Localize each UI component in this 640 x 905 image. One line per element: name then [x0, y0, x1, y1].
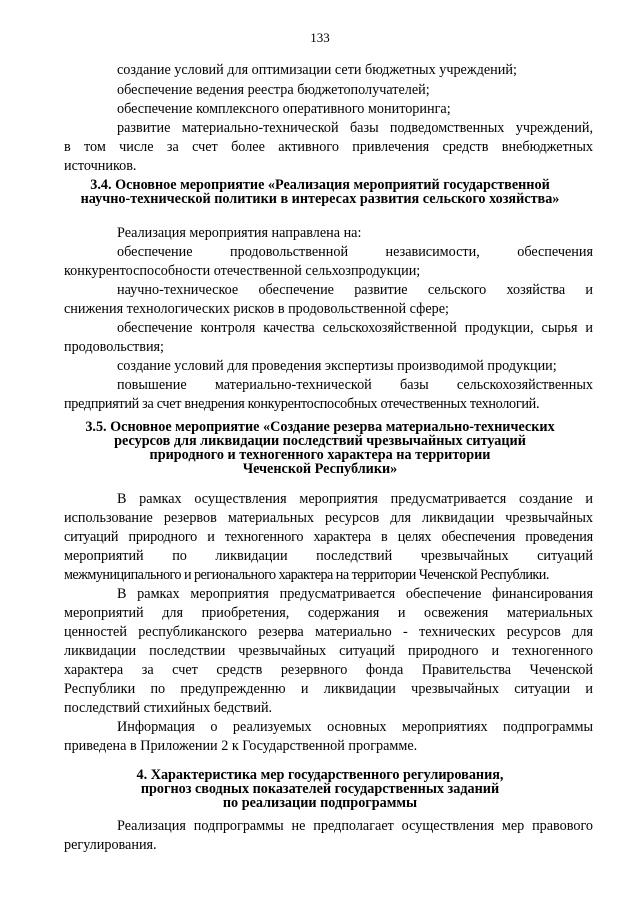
paragraph-line: Республики по предупрежденню и ликвидации чрезвычайных ситуации и [64, 681, 593, 697]
paragraph-line: Реализация мероприятия направлена на: [117, 225, 362, 241]
section-heading-4: прогноз сводных показателей государственных заданий [140, 781, 500, 797]
paragraph-line: предприятий за счет внедрения конкурентоспособных отечественных технологий. [64, 396, 540, 412]
section-heading-3-4: 3.4. Основное мероприятие «Реализация мероприятий государственной [90, 177, 550, 193]
paragraph-line: мероприятий по ликвидации последствий чрезвычайных ситуаций [64, 548, 593, 564]
section-heading-3-4: научно-технической политики в интересах развития сельского хозяйства» [80, 191, 560, 207]
paragraph-line: ситуаций природного и техногенного характера в целях обеспечения проведения [64, 529, 593, 545]
paragraph-line: научно-техническое обеспечение развитие сельского хозяйства и [117, 282, 593, 298]
section-heading-3-5: природного и техногенного характера на территории [149, 447, 491, 463]
paragraph-line: ликвидации последствии чрезвычайных ситуаций природного и техногенного [64, 643, 593, 659]
paragraph-line: регулирования. [64, 837, 157, 853]
paragraph-line: Информация о реализуемых основных мероприятиях подпрограммы [117, 719, 593, 735]
paragraph-line: обеспечение продовольственной независимости, обеспечения [117, 244, 593, 260]
paragraph-line: в том числе за счет более активного привлечения средств внебюджетных [64, 139, 593, 155]
paragraph-line: использование резервов материальных ресурсов для ликвидации чрезвычайных [64, 510, 593, 526]
paragraph-line: развитие материально-технической базы подведомственных учреждений, [117, 120, 593, 136]
paragraph-line: межмуниципального и регионального характера на территории Чеченской Республики. [64, 567, 549, 583]
paragraph-line: снижения технологических рисков в продовольственной сфере; [64, 301, 449, 317]
paragraph-line: характера за счет средств резервного фонда Правительства Чеченской [64, 662, 593, 678]
paragraph-line: создание условий для оптимизации сети бюджетных учреждений; [117, 62, 517, 78]
paragraph-line: конкурентоспособности отечественной сельхозпродукции; [64, 263, 421, 279]
paragraph-line: повышение материально-технической базы сельскохозяйственных [117, 377, 593, 393]
paragraph-line: В рамках мероприятия предусматривается обеспечение финансирования [117, 586, 593, 602]
paragraph-line: ценностей республиканского резерва материально - технических ресурсов для [64, 624, 593, 640]
paragraph-line: создание условий для проведения экспертизы производимой продукции; [117, 358, 557, 374]
paragraph-line: обеспечение контроля качества сельскохозяйственной продукции, сырья и [117, 320, 593, 336]
paragraph-line: приведена в Приложении 2 к Государственной программе. [64, 738, 418, 754]
paragraph-line: последствий стихийных бедствий. [64, 700, 273, 716]
section-heading-3-5: 3.5. Основное мероприятие «Создание резерва материально-технических [85, 419, 555, 435]
paragraph-line: Реализация подпрограммы не предполагает осуществления мер правового [117, 818, 593, 834]
paragraph-line: продовольствия; [64, 339, 164, 355]
paragraph-line: мероприятий для приобретения, содержания и освежения материальных [64, 605, 593, 621]
paragraph-line: В рамках осуществления мероприятия предусматривается создание и [117, 491, 593, 507]
paragraph-line: источников. [64, 158, 137, 174]
section-heading-4: по реализации подпрограммы [222, 795, 418, 811]
section-heading-3-5: Чеченской Республики» [242, 461, 398, 477]
section-heading-4: 4. Характеристика мер государственного регулирования, [136, 767, 504, 783]
page-number: 133 [310, 30, 330, 45]
paragraph-line: обеспечение ведения реестра бюджетополучателей; [117, 82, 430, 98]
paragraph-line: обеспечение комплексного оперативного мониторинга; [117, 101, 451, 117]
section-heading-3-5: ресурсов для ликвидации последствий чрезвычайных ситуаций [114, 433, 526, 449]
